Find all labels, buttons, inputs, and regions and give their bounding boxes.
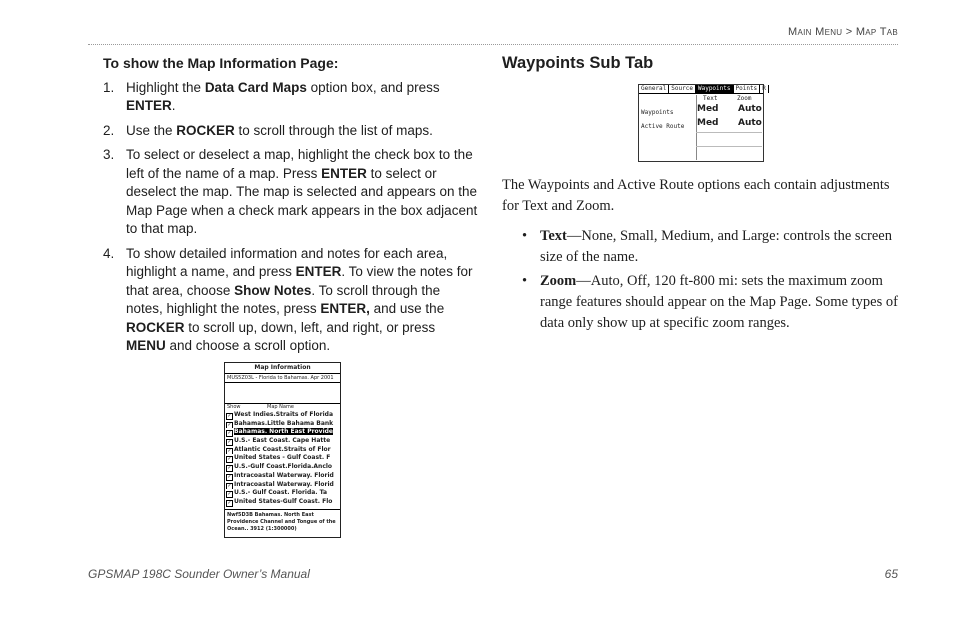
procedure-heading: To show the Map Information Page: (103, 55, 339, 71)
checkbox-checked-icon: ✓ (227, 482, 232, 489)
step-text: . To scroll through the notes, highlight the notes, press (126, 282, 441, 316)
step-keyword: ENTER (126, 98, 172, 113)
step-3 (103, 146, 478, 239)
bullet-dot: • (522, 273, 528, 289)
step-keyword: ENTER, (320, 301, 370, 316)
row-label-active-route: Active Route (641, 123, 685, 130)
map-list-item (225, 489, 340, 498)
waypoints-zoom-value: Auto (738, 104, 762, 114)
step-keyword: ENTER (295, 264, 342, 279)
checkbox-checked-icon: ✓ (227, 447, 232, 454)
bullet-zoom-option (502, 271, 902, 334)
map-list-item (225, 454, 340, 463)
map-list-item (225, 420, 340, 429)
active-route-text-value: Med (697, 118, 719, 128)
tab-waypoints: Waypoints (696, 85, 734, 93)
map-info-column-headers (225, 404, 340, 411)
map-name: United States - Gulf Coast. F (234, 454, 331, 462)
checkbox-checked-icon: ✓ (227, 491, 232, 498)
map-info-spacer (225, 383, 340, 404)
map-description: Nwf5D3B Bahamas. North East Providence Channel and Tongue of the Ocean.. 3912 (1:300000) (227, 512, 336, 532)
step-text: To show detailed information and notes for each area, highlight a name, and press (126, 245, 448, 279)
row-label-waypoints: Waypoints (641, 109, 674, 116)
step-text: To select or deselect a map, highlight the check box to the left of the name of a map. Press (126, 147, 473, 181)
divider (696, 146, 762, 147)
column-text: Text (703, 95, 718, 102)
checkbox-checked-icon: ✓ (227, 421, 232, 428)
map-list-item (225, 437, 340, 446)
checkbox-checked-icon: ✓ (227, 439, 232, 446)
step-text: to scroll up, down, left, and right, or press (184, 319, 436, 335)
step-text: to scroll through the list of maps. (234, 122, 433, 138)
map-name: Bahamas. North East Provide (234, 428, 333, 436)
left-column (103, 54, 478, 362)
bullet-dot: • (522, 228, 528, 244)
map-list-item (225, 463, 340, 472)
waypoints-tab-bar (639, 85, 766, 94)
page-number: 65 (884, 567, 898, 581)
map-name: Intracoastal Waterway. Florid (234, 471, 334, 479)
map-name: U.S.-Gulf Coast.Florida.Anclo (234, 463, 333, 471)
step-text: Highlight the (126, 79, 205, 95)
map-info-subtitle: MUS5Z03L - Florida to Bahamas. Apr 2001 (225, 374, 340, 383)
map-info-title: Map Information (225, 363, 340, 374)
checkbox-checked-icon: ✓ (227, 456, 232, 463)
waypoints-tab-screenshot (638, 84, 764, 162)
bullet-description: —None, Small, Medium, and Large: controls the screen size of the name. (540, 228, 892, 265)
divider (696, 132, 762, 133)
bullet-list (502, 226, 902, 337)
checkbox-checked-icon: ✓ (227, 499, 232, 506)
map-list-item (225, 446, 340, 455)
checkbox-checked-icon: ✓ (227, 430, 232, 437)
column-map-name: Map Name (267, 404, 294, 410)
map-information-screenshot (224, 362, 341, 538)
column-zoom: Zoom (737, 95, 752, 102)
step-4 (103, 245, 478, 356)
step-text: . (171, 98, 176, 113)
step-keyword: Data Card Maps (204, 79, 307, 95)
step-text: to select or deselect the map. The map is selected and appears on the Map Page when a check mark appears in the box adjacent to that map. (126, 165, 478, 236)
tab-source: Source (669, 85, 696, 93)
intro-paragraph: The Waypoints and Active Route options each contain adjustments for Text and Zoom. (502, 177, 890, 214)
bullet-term: Text (540, 228, 567, 244)
step-keyword: Show Notes (234, 282, 312, 298)
map-list (225, 411, 340, 510)
bullet-description: —Auto, Off, 120 ft-800 mi: sets the maximum zoom range features should appear on the Map Page. Some types of data only show up at specific zoom ranges. (540, 273, 898, 331)
step-text: and choose a scroll option. (165, 338, 331, 353)
section-heading: Waypoints Sub Tab (502, 54, 654, 72)
running-header (788, 26, 898, 38)
map-name: United States-Gulf Coast. Flo (234, 497, 333, 505)
step-text: and use the (369, 301, 445, 316)
checkbox-checked-icon: ✓ (227, 473, 232, 480)
footer-manual-title: GPSMAP 198C Sounder Owner’s Manual (88, 567, 310, 581)
header-section-tab: Map Tab (855, 26, 898, 38)
step-text: option box, and press (306, 79, 440, 95)
column-show: Show (227, 404, 241, 410)
map-name: U.S.- Gulf Coast. Florida. Ta (234, 489, 328, 497)
checkbox-checked-icon: ✓ (227, 413, 232, 419)
step-number: 2. (103, 122, 115, 138)
step-keyword: ENTER (321, 165, 367, 181)
map-list-item (225, 428, 340, 437)
header-separator: > (845, 26, 853, 38)
step-1 (103, 79, 478, 116)
tab-r: R (760, 85, 769, 93)
step-number: 1. (103, 79, 115, 95)
map-name: Atlantic Coast.Straits of Flor (234, 445, 331, 453)
header-section-main: Main Menu (788, 26, 843, 38)
map-name: Bahamas.Little Bahama Bank (234, 419, 334, 427)
step-keyword: MENU (126, 338, 166, 353)
header-rule (88, 44, 898, 45)
map-list-item (225, 472, 340, 481)
step-text: Use the (126, 122, 177, 138)
map-name: U.S.- East Coast. Cape Hatte (234, 437, 331, 445)
step-2 (103, 122, 478, 141)
active-route-zoom-value: Auto (738, 118, 762, 128)
bullet-text-option (502, 226, 902, 268)
step-number: 3. (103, 147, 115, 162)
step-text: . To view the notes for that area, choose (126, 264, 473, 298)
bullet-term: Zoom (540, 273, 577, 289)
tab-points: Points (734, 85, 761, 93)
tab-general: General (639, 85, 669, 93)
step-keyword: ROCKER (126, 319, 185, 335)
map-name: Intracoastal Waterway. Florid (234, 480, 334, 488)
step-number: 4. (103, 245, 115, 261)
map-list-item (225, 498, 340, 507)
checkbox-checked-icon: ✓ (227, 465, 232, 472)
map-name: West Indies.Straits of Florida (234, 411, 334, 418)
map-list-item (225, 411, 340, 420)
waypoints-text-value: Med (697, 104, 719, 114)
step-keyword: ROCKER (176, 122, 235, 138)
map-list-item (225, 481, 340, 490)
